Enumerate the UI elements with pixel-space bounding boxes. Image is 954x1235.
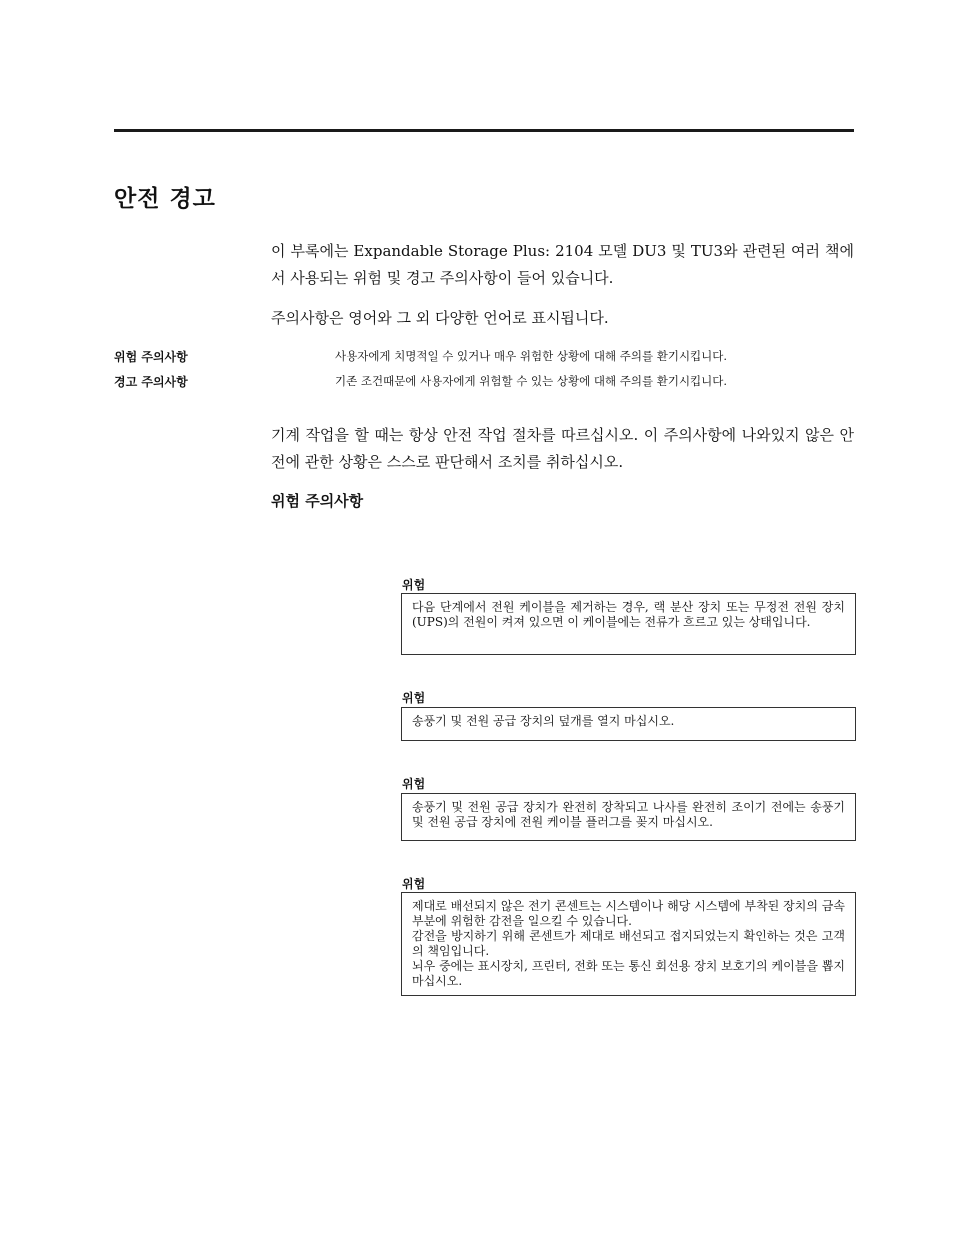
danger-notice-text: 송풍기 및 전원 공급 장치의 덮개를 열지 마십시오. (412, 714, 675, 728)
safety-procedure-paragraph: 기계 작업을 할 때는 항상 안전 작업 절차를 따르십시오. 이 주의사항에 나와있지 않은 안전에 관한 상황은 스스로 판단해서 조치를 취하십시오. (271, 426, 854, 471)
danger-notice-label: 위험 (402, 777, 426, 791)
danger-notice-label: 위험 (402, 691, 426, 705)
intro-paragraph: 이 부록에는 Expandable Storage Plus: 2104 모델 DU3 및 TU3와 관련된 여러 책에서 사용되는 위험 및 경고 주의사항이 들어 있습니다. (271, 242, 854, 287)
danger-notice-label: 위험 (402, 877, 426, 891)
danger-notice-box (401, 793, 856, 841)
definition-text-danger: 사용자에게 치명적일 수 있거나 매우 위험한 상황에 대해 주의를 환기시킵니다. (335, 349, 728, 363)
danger-notice-text: 뇌우 중에는 표시장치, 프린터, 전화 또는 통신 회선용 장치 보호기의 케이블을 뽑지 마십시오. (412, 959, 845, 988)
danger-notice-box (401, 593, 856, 655)
danger-notice-text: 송풍기 및 전원 공급 장치가 완전히 장착되고 나사를 완전히 조이기 전에는 송풍기 및 전원 공급 장치에 전원 케이블 플러그를 꽂지 마십시오. (412, 800, 845, 829)
page-title: 안전 경고 (114, 186, 216, 212)
definition-label-danger: 위험 주의사항 (114, 350, 188, 364)
danger-notice-box (401, 707, 856, 741)
definition-text-caution: 기존 조건때문에 사용자에게 위험할 수 있는 상황에 대해 주의를 환기시킵니다. (335, 374, 728, 388)
danger-notice-label: 위험 (402, 578, 426, 592)
danger-notice-text: 감전을 방지하기 위해 콘센트가 제대로 배선되고 접지되었는지 확인하는 것은 고객의 책임입니다. (412, 929, 845, 958)
danger-notice-text: 다음 단계에서 전원 케이블을 제거하는 경우, 랙 분산 장치 또는 무정전 전원 장치(UPS)의 전원이 켜져 있으면 이 케이블에는 전류가 흐르고 있는 상태입니다. (412, 600, 845, 629)
section-heading: 위험 주의사항 (271, 492, 364, 510)
danger-notice-box (401, 892, 856, 996)
language-note: 주의사항은 영어와 그 외 다양한 언어로 표시됩니다. (271, 309, 609, 327)
definition-label-caution: 경고 주의사항 (114, 375, 188, 389)
danger-notice-text: 제대로 배선되지 않은 전기 콘센트는 시스템이나 해당 시스템에 부착된 장치의 금속 부분에 위험한 감전을 일으킬 수 있습니다. (412, 899, 845, 928)
top-rule (114, 129, 854, 132)
